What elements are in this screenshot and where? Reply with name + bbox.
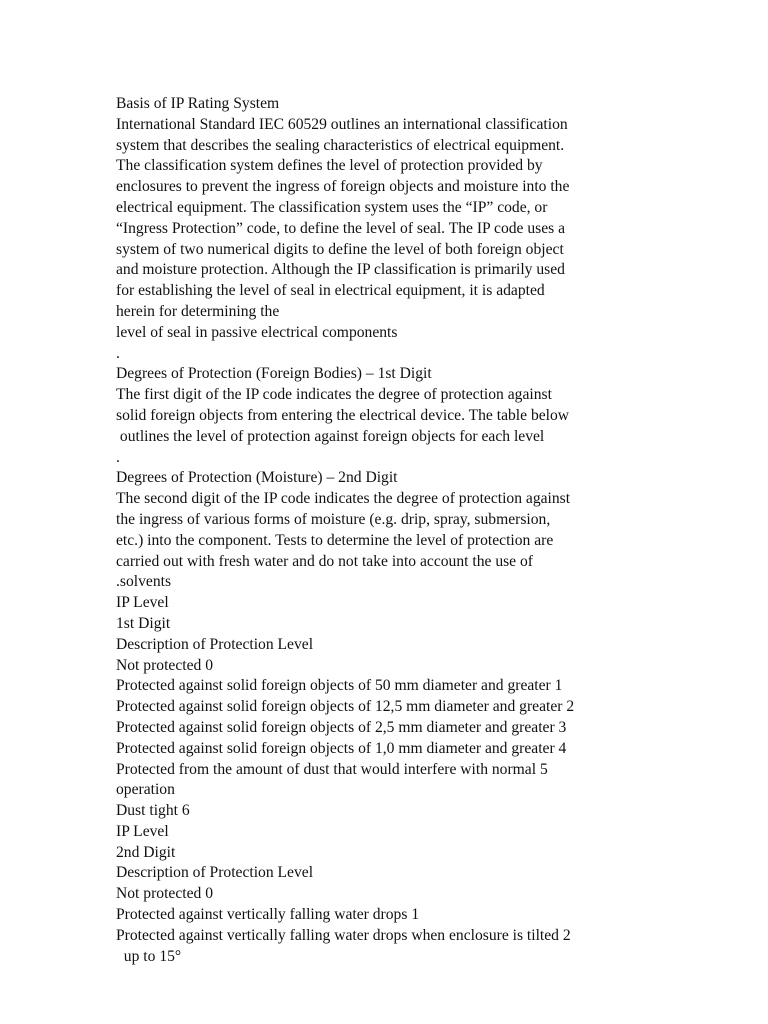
table-row: Dust tight 6 bbox=[116, 802, 190, 820]
table-header-ip-level: IP Level bbox=[116, 822, 169, 840]
intro-paragraph bbox=[116, 115, 656, 365]
table-header-digit: 2nd Digit bbox=[116, 843, 176, 861]
text-line: . bbox=[116, 448, 120, 466]
table-header-ip-level: IP Level bbox=[116, 594, 169, 612]
table-row: Not protected 0 bbox=[116, 885, 213, 903]
text-line: the ingress of various forms of moisture (e.g. drip, spray, submersion, bbox=[116, 510, 551, 528]
text-line: level of seal in passive electrical components bbox=[116, 323, 398, 341]
foreign-bodies-paragraph bbox=[116, 385, 656, 468]
table-row: Protected against vertically falling water drops 1 bbox=[116, 906, 420, 924]
text-line: The second digit of the IP code indicates the degree of protection against bbox=[116, 490, 571, 508]
text-line: International Standard IEC 60529 outlines an international classification bbox=[116, 115, 568, 133]
table-header-description: Description of Protection Level bbox=[116, 635, 314, 653]
table-header-description: Description of Protection Level bbox=[116, 864, 314, 882]
moisture-paragraph bbox=[116, 489, 656, 593]
text-line: outlines the level of protection against foreign objects for each level bbox=[116, 427, 545, 445]
table-row: Protected against solid foreign objects of 1,0 mm diameter and greater 4 bbox=[116, 739, 567, 757]
table-row: Protected against vertically falling water drops when enclosure is tilted 2 bbox=[116, 926, 571, 944]
text-line: The first digit of the IP code indicates the degree of protection against bbox=[116, 386, 552, 404]
text-line: and moisture protection. Although the IP classification is primarily used bbox=[116, 261, 565, 279]
first-digit-table bbox=[116, 593, 656, 822]
table-row: Protected against solid foreign objects of 2,5 mm diameter and greater 3 bbox=[116, 718, 567, 736]
text-line: The classification system defines the level of protection provided by bbox=[116, 157, 543, 175]
section-heading-foreign-bodies: Degrees of Protection (Foreign Bodies) – 1st Digit bbox=[116, 365, 432, 383]
text-line: system that describes the sealing characteristics of electrical equipment. bbox=[116, 136, 565, 154]
text-line: for establishing the level of seal in electrical equipment, it is adapted bbox=[116, 282, 545, 300]
table-row: up to 15° bbox=[116, 947, 182, 965]
table-row: Protected from the amount of dust that would interfere with normal 5 bbox=[116, 760, 548, 778]
document-body bbox=[116, 94, 656, 967]
table-header-digit: 1st Digit bbox=[116, 614, 171, 632]
second-digit-table bbox=[116, 822, 656, 968]
table-row: Protected against solid foreign objects of 12,5 mm diameter and greater 2 bbox=[116, 698, 575, 716]
document-title: Basis of IP Rating System bbox=[116, 95, 280, 112]
text-line: herein for determining the bbox=[116, 302, 280, 320]
text-line: solid foreign objects from entering the electrical device. The table below bbox=[116, 406, 570, 424]
text-line: electrical equipment. The classification system uses the “IP” code, or bbox=[116, 198, 548, 216]
table-row: Not protected 0 bbox=[116, 656, 213, 674]
text-line: enclosures to prevent the ingress of foreign objects and moisture into the bbox=[116, 178, 570, 196]
text-line: carried out with fresh water and do not take into account the use of bbox=[116, 552, 533, 570]
text-line: etc.) into the component. Tests to determine the level of protection are bbox=[116, 531, 554, 549]
text-line: . bbox=[116, 344, 120, 362]
text-line: .solvents bbox=[116, 573, 172, 591]
section-heading-moisture: Degrees of Protection (Moisture) – 2nd Digit bbox=[116, 469, 398, 487]
table-row: operation bbox=[116, 781, 175, 799]
text-line: system of two numerical digits to define the level of both foreign object bbox=[116, 240, 564, 258]
table-row: Protected against solid foreign objects of 50 mm diameter and greater 1 bbox=[116, 677, 563, 695]
text-line: “Ingress Protection” code, to define the level of seal. The IP code uses a bbox=[116, 219, 566, 237]
